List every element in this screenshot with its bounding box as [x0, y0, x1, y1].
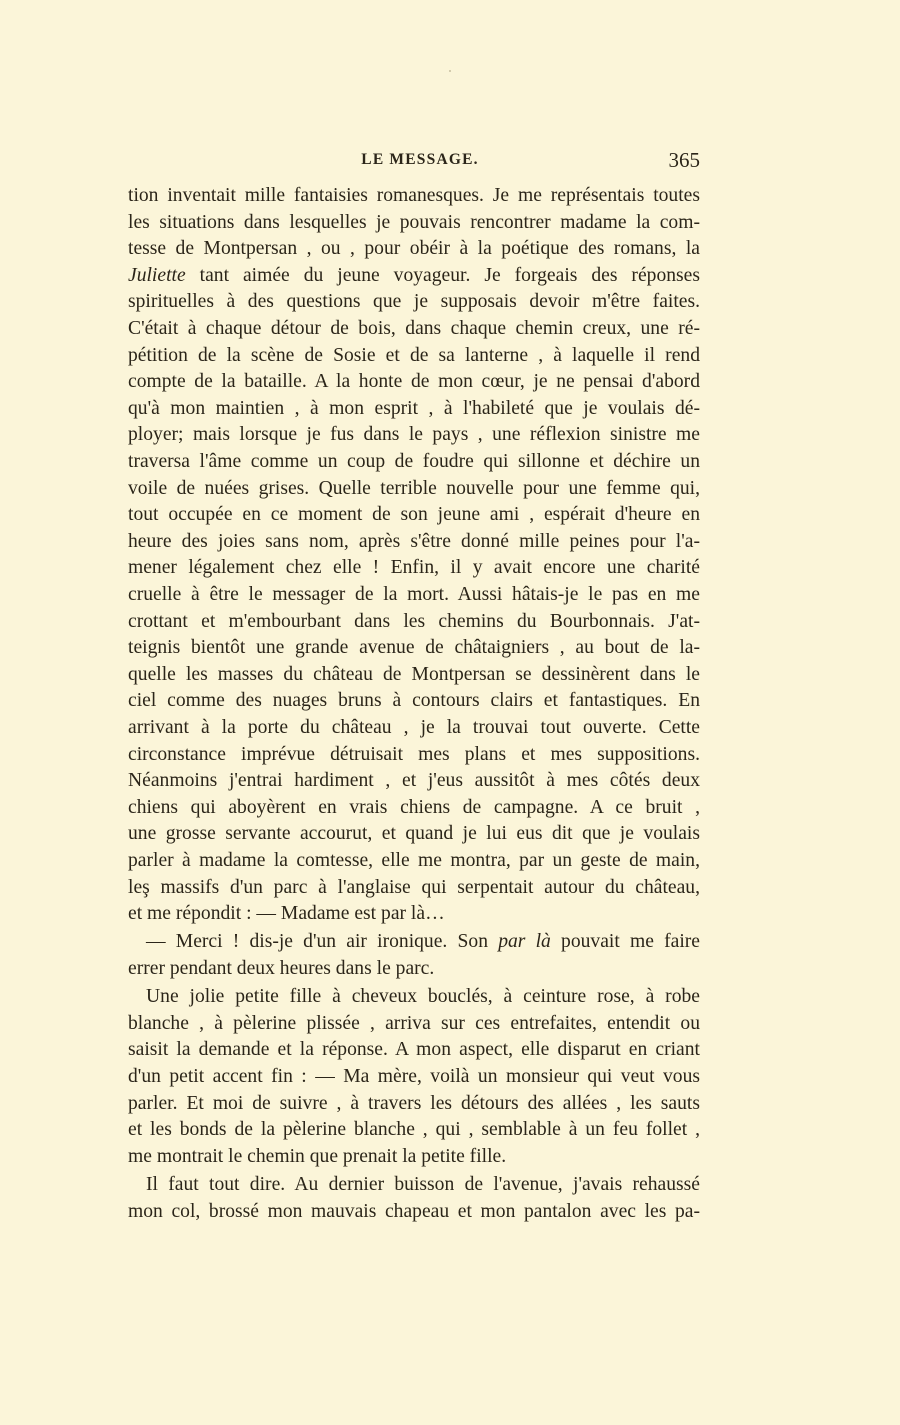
text-line — [128, 743, 700, 767]
text-line — [128, 530, 700, 554]
text-segment: tout occupée en ce moment de son jeune ami , espérait d'heure en — [128, 504, 700, 526]
text-line — [128, 1012, 700, 1036]
text-segment: C'était à chaque détour de bois, dans chaque chemin creux, une ré- — [128, 318, 700, 339]
text-segment: errer pendant deux heures dans le parc. — [128, 958, 435, 979]
text-segment: me montrait le chemin que prenait la petite fille. — [128, 1145, 507, 1167]
running-header-title: LE MESSAGE. — [361, 151, 479, 168]
text-line — [128, 610, 700, 634]
text-line — [128, 450, 700, 474]
text-line — [128, 344, 700, 368]
scan-speck — [449, 70, 451, 72]
italic-text: par là — [498, 931, 551, 953]
text-segment: saisit la demande et la réponse. A mon aspect, elle disparut en criant — [128, 1039, 700, 1061]
text-line — [128, 822, 700, 846]
text-line — [128, 663, 700, 687]
text-line — [128, 477, 700, 501]
text-line — [128, 985, 700, 1009]
text-segment: traversa l'âme comme un coup de foudre qui sillonne et déchire un — [128, 451, 700, 472]
text-segment: les situations dans lesquelles je pouvais rencontrer madame la com- — [128, 211, 700, 233]
text-line — [128, 237, 700, 261]
text-segment: arrivant à la porte du château , je la trouvai tout ouverte. Cette — [128, 717, 700, 738]
text-segment: Il faut tout dire. Au dernier buisson de l'avenue, j'avais rehaussé — [146, 1174, 700, 1195]
text-segment: teignis bientôt une grande avenue de châtaigniers , au bout de la- — [128, 637, 700, 659]
text-line — [128, 902, 700, 926]
text-line — [128, 583, 700, 607]
text-line — [128, 1145, 700, 1169]
text-line — [128, 716, 700, 740]
text-segment: mon col, brossé mon mauvais chapeau et mon pantalon avec les pa- — [128, 1200, 700, 1222]
italic-text: Juliette — [128, 264, 186, 286]
text-segment: — Merci ! dis-je d'un air ironique. Son — [146, 931, 499, 953]
text-line — [128, 849, 700, 873]
text-segment: heure des joies sans nom, après s'être donné mille peines pour l'a- — [128, 530, 700, 552]
text-line — [128, 423, 700, 447]
text-line — [128, 1173, 700, 1197]
text-segment: qu'à mon maintien , à mon esprit , à l'habileté que je voulais dé- — [128, 397, 700, 419]
text-line — [128, 636, 700, 660]
text-line — [128, 1065, 700, 1089]
text-segment: crottant et m'embourbant dans les chemins du Bourbonnais. J'at- — [128, 610, 700, 632]
text-line — [128, 1200, 700, 1224]
text-line — [128, 317, 700, 341]
text-line — [128, 211, 700, 235]
text-line — [128, 503, 700, 527]
text-segment: chiens qui aboyèrent en vrais chiens de campagne. A ce bruit , — [128, 796, 700, 818]
text-segment: pétition de la scène de Sosie et de sa lanterne , à laquelle il rend — [128, 344, 700, 366]
text-segment: tion inventait mille fantaisies romanesques. Je me représentais toutes — [128, 185, 700, 206]
text-segment: ployer; mais lorsque je fus dans le pays , une réflexion sinistre me — [128, 424, 700, 446]
text-segment: cruelle à être le messager de la mort. Aussi hâtais-je le pas en me — [128, 584, 700, 605]
text-segment: Une jolie petite fille à cheveux bouclés, à ceinture rose, à robe — [146, 986, 700, 1008]
text-line — [128, 1092, 700, 1116]
text-segment: quelle les masses du château de Montpersan se dessinèrent dans le — [128, 663, 700, 685]
text-segment: tant aimée du jeune voyageur. Je forgeais des réponses — [185, 264, 700, 286]
text-segment: et me répondit : — Madame est par là… — [128, 903, 445, 925]
text-segment: Néanmoins j'entrai hardiment , et j'eus aussitôt à mes côtés deux — [128, 770, 700, 792]
text-segment: voile de nuées grises. Quelle terrible nouvelle pour une femme qui, — [128, 477, 700, 499]
text-line — [128, 370, 700, 394]
text-segment: leş massifs d'un parc à l'anglaise qui serpentait autour du château, — [128, 876, 700, 898]
text-segment: et les bonds de la pèlerine blanche , qui , semblable à un feu follet , — [128, 1119, 700, 1141]
text-segment: circonstance imprévue détruisait mes plans et mes suppositions. — [128, 743, 700, 765]
text-line — [128, 689, 700, 713]
text-line — [128, 264, 700, 288]
text-segment: une grosse servante accourut, et quand je lui eus dit que je voulais — [128, 823, 700, 845]
text-segment: mener légalement chez elle ! Enfin, il y avait encore une charité — [128, 557, 700, 579]
text-line — [128, 290, 700, 314]
text-line — [128, 930, 700, 954]
text-segment: compte de la bataille. A la honte de mon cœur, je ne pensai d'abord — [128, 371, 700, 393]
text-segment: blanche , à pèlerine plissée , arriva sur ces entrefaites, entendit ou — [128, 1012, 700, 1034]
text-segment: d'un petit accent fin : — Ma mère, voilà un monsieur qui veut vous — [128, 1066, 700, 1087]
text-segment: ciel comme des nuages bruns à contours clairs et fantastiques. En — [128, 690, 700, 712]
text-line — [128, 796, 700, 820]
text-line — [128, 769, 700, 793]
text-line — [128, 184, 700, 208]
text-segment: spirituelles à des questions que je supposais devoir m'être faites. — [128, 291, 700, 313]
text-segment: parler. Et moi de suivre , à travers les détours des allées , les sauts — [128, 1092, 700, 1114]
text-segment: pouvait me faire — [550, 931, 700, 953]
text-line — [128, 556, 700, 580]
text-line — [128, 397, 700, 421]
text-segment: tesse de Montpersan , ou , pour obéir à la poétique des romans, la — [128, 238, 700, 260]
text-line — [128, 1038, 700, 1062]
text-line — [128, 876, 700, 900]
text-line — [128, 957, 700, 981]
text-line — [128, 1118, 700, 1142]
text-segment: parler à madame la comtesse, elle me montra, par un geste de main, — [128, 850, 700, 871]
page-number: 365 — [668, 148, 700, 172]
